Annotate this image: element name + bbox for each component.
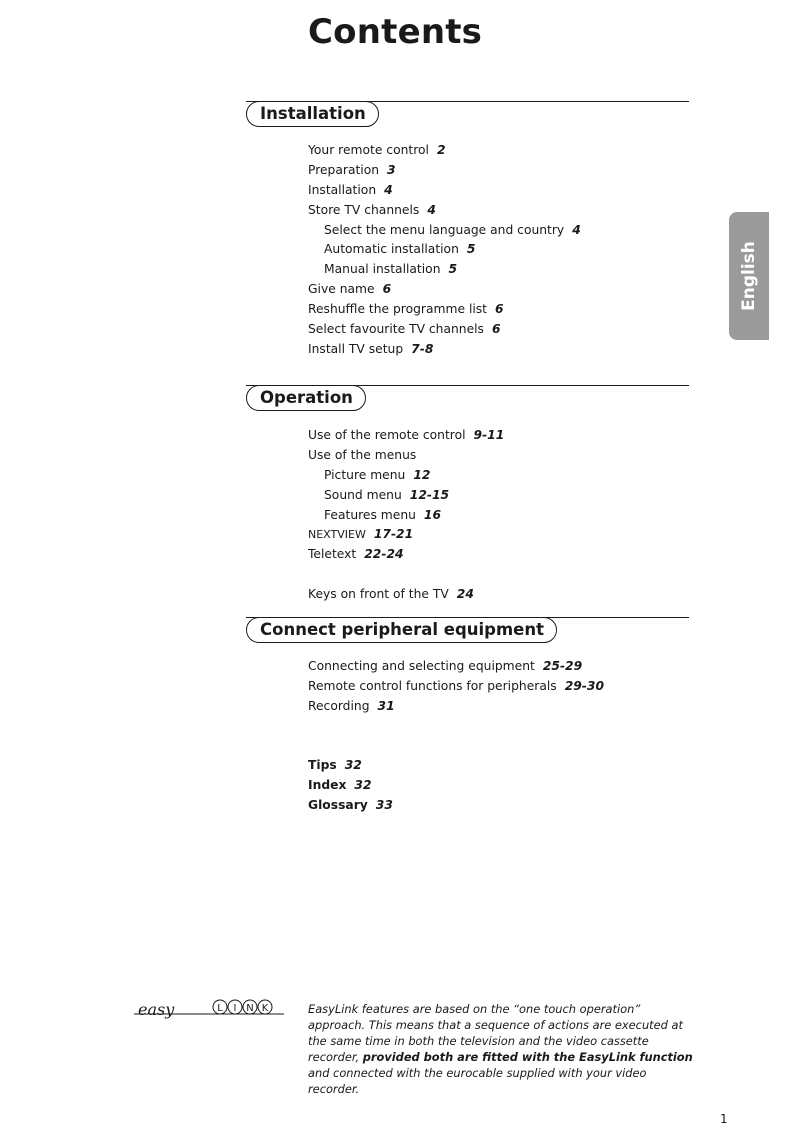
toc-entry-label: Give name bbox=[308, 282, 375, 297]
toc-entry-page: 16 bbox=[423, 507, 442, 522]
toc-entry-label: Tips bbox=[308, 758, 337, 772]
toc-entry-label: Select the menu language and country bbox=[324, 222, 565, 237]
toc-entry[interactable] bbox=[308, 161, 748, 181]
toc-entry-label: Sound menu bbox=[324, 487, 402, 502]
toc-entry-label: Preparation bbox=[308, 162, 380, 177]
toc-entry[interactable] bbox=[308, 141, 748, 161]
toc-entry-label: Store TV channels bbox=[308, 202, 420, 217]
toc-entry-page: 31 bbox=[377, 698, 395, 713]
easylink-logo-icon bbox=[134, 995, 284, 1025]
toc-entry[interactable] bbox=[308, 300, 748, 320]
toc-entry-label: Teletext bbox=[308, 547, 357, 562]
language-tab bbox=[729, 212, 769, 340]
toc-list-operation bbox=[308, 426, 748, 605]
section-heading-operation bbox=[246, 385, 689, 413]
toc-entry-label: NEXTVIEW bbox=[308, 528, 366, 542]
easylink-logo-letter: I bbox=[233, 1003, 237, 1014]
toc-entry-page: 2 bbox=[436, 143, 446, 157]
easylink-text-part: EasyLink features are based on the “one touch operation” approach. This means that a sequence of actions are executed at the same time in both the television and the video cassette recorder, bbox=[308, 1002, 683, 1064]
toc-entry[interactable] bbox=[308, 657, 748, 677]
toc-entry-label: Automatic installation bbox=[324, 242, 459, 257]
section-heading-label: Installation bbox=[246, 101, 379, 127]
language-tab-label: English bbox=[739, 241, 759, 311]
toc-entry[interactable] bbox=[308, 446, 748, 466]
toc-entry-page: 4 bbox=[427, 202, 436, 217]
toc-entry-label: Reshuffle the programme list bbox=[308, 302, 488, 317]
toc-entry[interactable] bbox=[308, 340, 748, 360]
toc-entry[interactable] bbox=[308, 280, 748, 300]
toc-subentry[interactable] bbox=[308, 466, 748, 486]
toc-entry-label: Connecting and selecting equipment bbox=[308, 659, 535, 673]
toc-entry-label: Select favourite TV channels bbox=[308, 322, 484, 337]
toc-entry[interactable] bbox=[308, 525, 748, 545]
toc-entry-label: Index bbox=[308, 777, 347, 792]
toc-entry-glossary[interactable] bbox=[308, 796, 748, 816]
toc-entry-page: 32 bbox=[354, 777, 372, 792]
toc-entry[interactable] bbox=[308, 697, 748, 717]
toc-entry-page: 24 bbox=[456, 587, 474, 602]
toc-entry-label: Install TV setup bbox=[308, 341, 404, 356]
toc-entry[interactable] bbox=[308, 545, 748, 565]
section-heading-installation bbox=[246, 101, 689, 129]
section-heading-label: Connect peripheral equipment bbox=[246, 617, 557, 643]
toc-entry-page: 32 bbox=[344, 758, 362, 772]
toc-entry[interactable] bbox=[308, 201, 748, 221]
toc-entry-page: 4 bbox=[384, 182, 393, 197]
easylink-text-part: and connected with the eurocable supplied with your video recorder. bbox=[308, 1066, 647, 1096]
toc-list-extras bbox=[308, 756, 748, 816]
toc-entry-label: Picture menu bbox=[324, 467, 406, 482]
toc-entry-page: 22-24 bbox=[364, 547, 404, 562]
toc-entry[interactable] bbox=[308, 426, 748, 446]
toc-entry-page: 6 bbox=[495, 302, 504, 317]
page-number: 1 bbox=[720, 1112, 728, 1126]
toc-entry-label: Manual installation bbox=[324, 262, 441, 277]
page-title: Contents bbox=[308, 12, 483, 52]
section-heading-label: Operation bbox=[246, 385, 366, 411]
toc-entry-tips[interactable] bbox=[308, 756, 748, 776]
toc-entry[interactable] bbox=[308, 677, 748, 697]
toc-subentry[interactable] bbox=[308, 506, 748, 526]
toc-entry-page: 5 bbox=[448, 262, 458, 277]
toc-entry-label: Keys on front of the TV bbox=[308, 587, 449, 602]
toc-list-installation bbox=[308, 141, 748, 360]
toc-entry-page: 12 bbox=[413, 467, 431, 482]
toc-entry-index[interactable] bbox=[308, 776, 748, 796]
toc-entry-page: 6 bbox=[382, 282, 392, 297]
toc-entry-page: 29-30 bbox=[564, 678, 605, 693]
toc-entry-page: 33 bbox=[375, 797, 393, 812]
toc-entry[interactable] bbox=[308, 585, 748, 605]
toc-entry-page: 5 bbox=[466, 242, 476, 257]
toc-entry-label: Use of the menus bbox=[308, 447, 417, 462]
toc-entry-label: Installation bbox=[308, 182, 377, 197]
toc-list-connect bbox=[308, 657, 748, 717]
toc-entry-page: 25-29 bbox=[542, 659, 583, 673]
easylink-logo-letter: N bbox=[246, 1003, 254, 1014]
easylink-logo-letter: L bbox=[217, 1003, 223, 1014]
toc-subentry[interactable] bbox=[308, 486, 748, 506]
toc-entry-label: Your remote control bbox=[308, 143, 429, 157]
toc-entry-label: Glossary bbox=[308, 797, 368, 812]
toc-entry-label: Use of the remote control bbox=[308, 428, 466, 442]
toc-entry-page: 4 bbox=[572, 222, 581, 237]
toc-entry[interactable] bbox=[308, 320, 748, 340]
toc-entry-page: 7-8 bbox=[411, 341, 434, 356]
toc-subentry[interactable] bbox=[308, 240, 748, 260]
toc-entry-label: Recording bbox=[308, 698, 370, 713]
easylink-text-bold: provided both are fitted with the EasyLink function bbox=[362, 1050, 693, 1064]
toc-subentry[interactable] bbox=[308, 260, 748, 280]
easylink-logo-script: easy bbox=[138, 1000, 175, 1019]
toc-entry[interactable] bbox=[308, 181, 748, 201]
easylink-description bbox=[308, 1001, 693, 1097]
section-heading-connect-peripheral-equipment bbox=[246, 617, 689, 645]
toc-entry-page: 3 bbox=[387, 162, 396, 177]
toc-subentry[interactable] bbox=[308, 221, 748, 241]
toc-entry-page: 17-21 bbox=[373, 527, 414, 542]
toc-entry-page: 9-11 bbox=[473, 428, 505, 442]
toc-entry-page: 6 bbox=[491, 322, 501, 337]
toc-entry-label: Remote control functions for peripherals bbox=[308, 678, 557, 693]
toc-entry-label: Features menu bbox=[324, 507, 416, 522]
easylink-logo-letter: K bbox=[261, 1003, 269, 1014]
toc-entry-page: 12-15 bbox=[409, 487, 450, 502]
